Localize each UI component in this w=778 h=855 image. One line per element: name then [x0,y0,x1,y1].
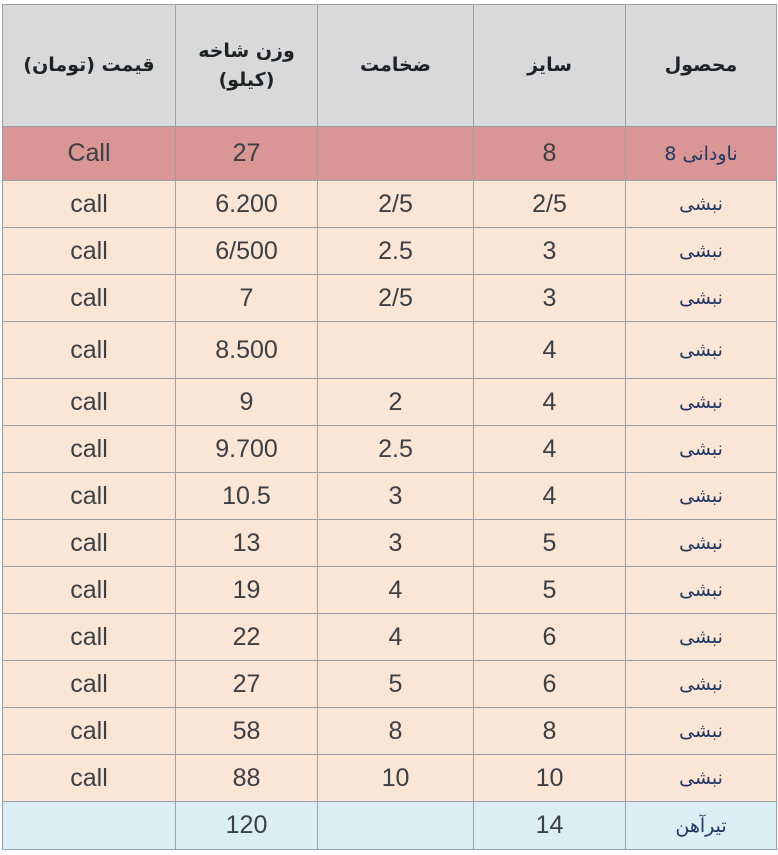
header-weight [176,5,318,127]
thickness-cell: 2/5 [318,181,474,228]
product-cell: نبشی [626,473,777,520]
table-row [3,520,777,567]
header-product: محصول [626,5,777,127]
product-cell: نبشی [626,614,777,661]
price-cell: Call [3,127,176,181]
weight-cell: 8.500 [176,322,318,379]
product-cell: نبشی [626,755,777,802]
size-cell: 4 [474,379,626,426]
price-cell: call [3,614,176,661]
thickness-cell: 8 [318,708,474,755]
price-cell: call [3,708,176,755]
table-row [3,322,777,379]
size-cell: 6 [474,661,626,708]
table-row [3,228,777,275]
price-cell: call [3,322,176,379]
thickness-cell: 4 [318,614,474,661]
weight-cell: 9.700 [176,426,318,473]
weight-cell: 58 [176,708,318,755]
table-row [3,708,777,755]
thickness-cell: 2.5 [318,228,474,275]
product-cell: ناودانی 8 [626,127,777,181]
price-cell: call [3,520,176,567]
thickness-cell [318,802,474,850]
table-row [3,802,777,850]
table-row [3,473,777,520]
thickness-cell: 10 [318,755,474,802]
header-size: سایز [474,5,626,127]
thickness-cell: 2.5 [318,426,474,473]
size-cell: 4 [474,426,626,473]
product-cell: نبشی [626,379,777,426]
table-body [3,127,777,850]
weight-cell: 10.5 [176,473,318,520]
price-cell: call [3,473,176,520]
size-cell: 8 [474,127,626,181]
product-cell: نبشی [626,426,777,473]
price-cell: call [3,426,176,473]
price-cell [3,802,176,850]
price-cell: call [3,228,176,275]
header-weight-line1: وزن شاخه [198,40,295,62]
weight-cell: 6/500 [176,228,318,275]
size-cell: 14 [474,802,626,850]
product-cell: نبشی [626,181,777,228]
price-cell: call [3,661,176,708]
weight-cell: 7 [176,275,318,322]
product-cell: نبشی [626,661,777,708]
size-cell: 6 [474,614,626,661]
table-row [3,127,777,181]
table-row [3,661,777,708]
size-cell: 5 [474,567,626,614]
weight-cell: 120 [176,802,318,850]
price-cell: call [3,379,176,426]
price-cell: call [3,181,176,228]
weight-cell: 13 [176,520,318,567]
weight-cell: 6.200 [176,181,318,228]
table-row [3,567,777,614]
thickness-cell: 2/5 [318,275,474,322]
size-cell: 10 [474,755,626,802]
weight-cell: 9 [176,379,318,426]
table-row [3,614,777,661]
product-cell: نبشی [626,520,777,567]
header-weight-line2: (کیلو) [218,68,275,91]
thickness-cell [318,127,474,181]
price-cell: call [3,567,176,614]
price-cell: call [3,755,176,802]
size-cell: 8 [474,708,626,755]
size-cell: 4 [474,473,626,520]
header-thickness: ضخامت [318,5,474,127]
price-table [2,4,777,850]
weight-cell: 22 [176,614,318,661]
price-cell: call [3,275,176,322]
size-cell: 3 [474,275,626,322]
header-price: قیمت (تومان) [3,5,176,127]
table-row [3,379,777,426]
weight-cell: 19 [176,567,318,614]
weight-cell: 27 [176,127,318,181]
thickness-cell: 3 [318,473,474,520]
size-cell: 2/5 [474,181,626,228]
size-cell: 5 [474,520,626,567]
thickness-cell: 5 [318,661,474,708]
table-row [3,426,777,473]
product-cell: نبشی [626,275,777,322]
table-header-row [3,5,777,127]
thickness-cell: 2 [318,379,474,426]
product-cell: نبشی [626,228,777,275]
size-cell: 3 [474,228,626,275]
thickness-cell [318,322,474,379]
weight-cell: 27 [176,661,318,708]
thickness-cell: 4 [318,567,474,614]
table-row [3,275,777,322]
product-cell: نبشی [626,708,777,755]
table-row [3,755,777,802]
thickness-cell: 3 [318,520,474,567]
product-cell: نبشی [626,322,777,379]
product-cell: تیرآهن [626,802,777,850]
product-cell: نبشی [626,567,777,614]
table-row [3,181,777,228]
weight-cell: 88 [176,755,318,802]
size-cell: 4 [474,322,626,379]
